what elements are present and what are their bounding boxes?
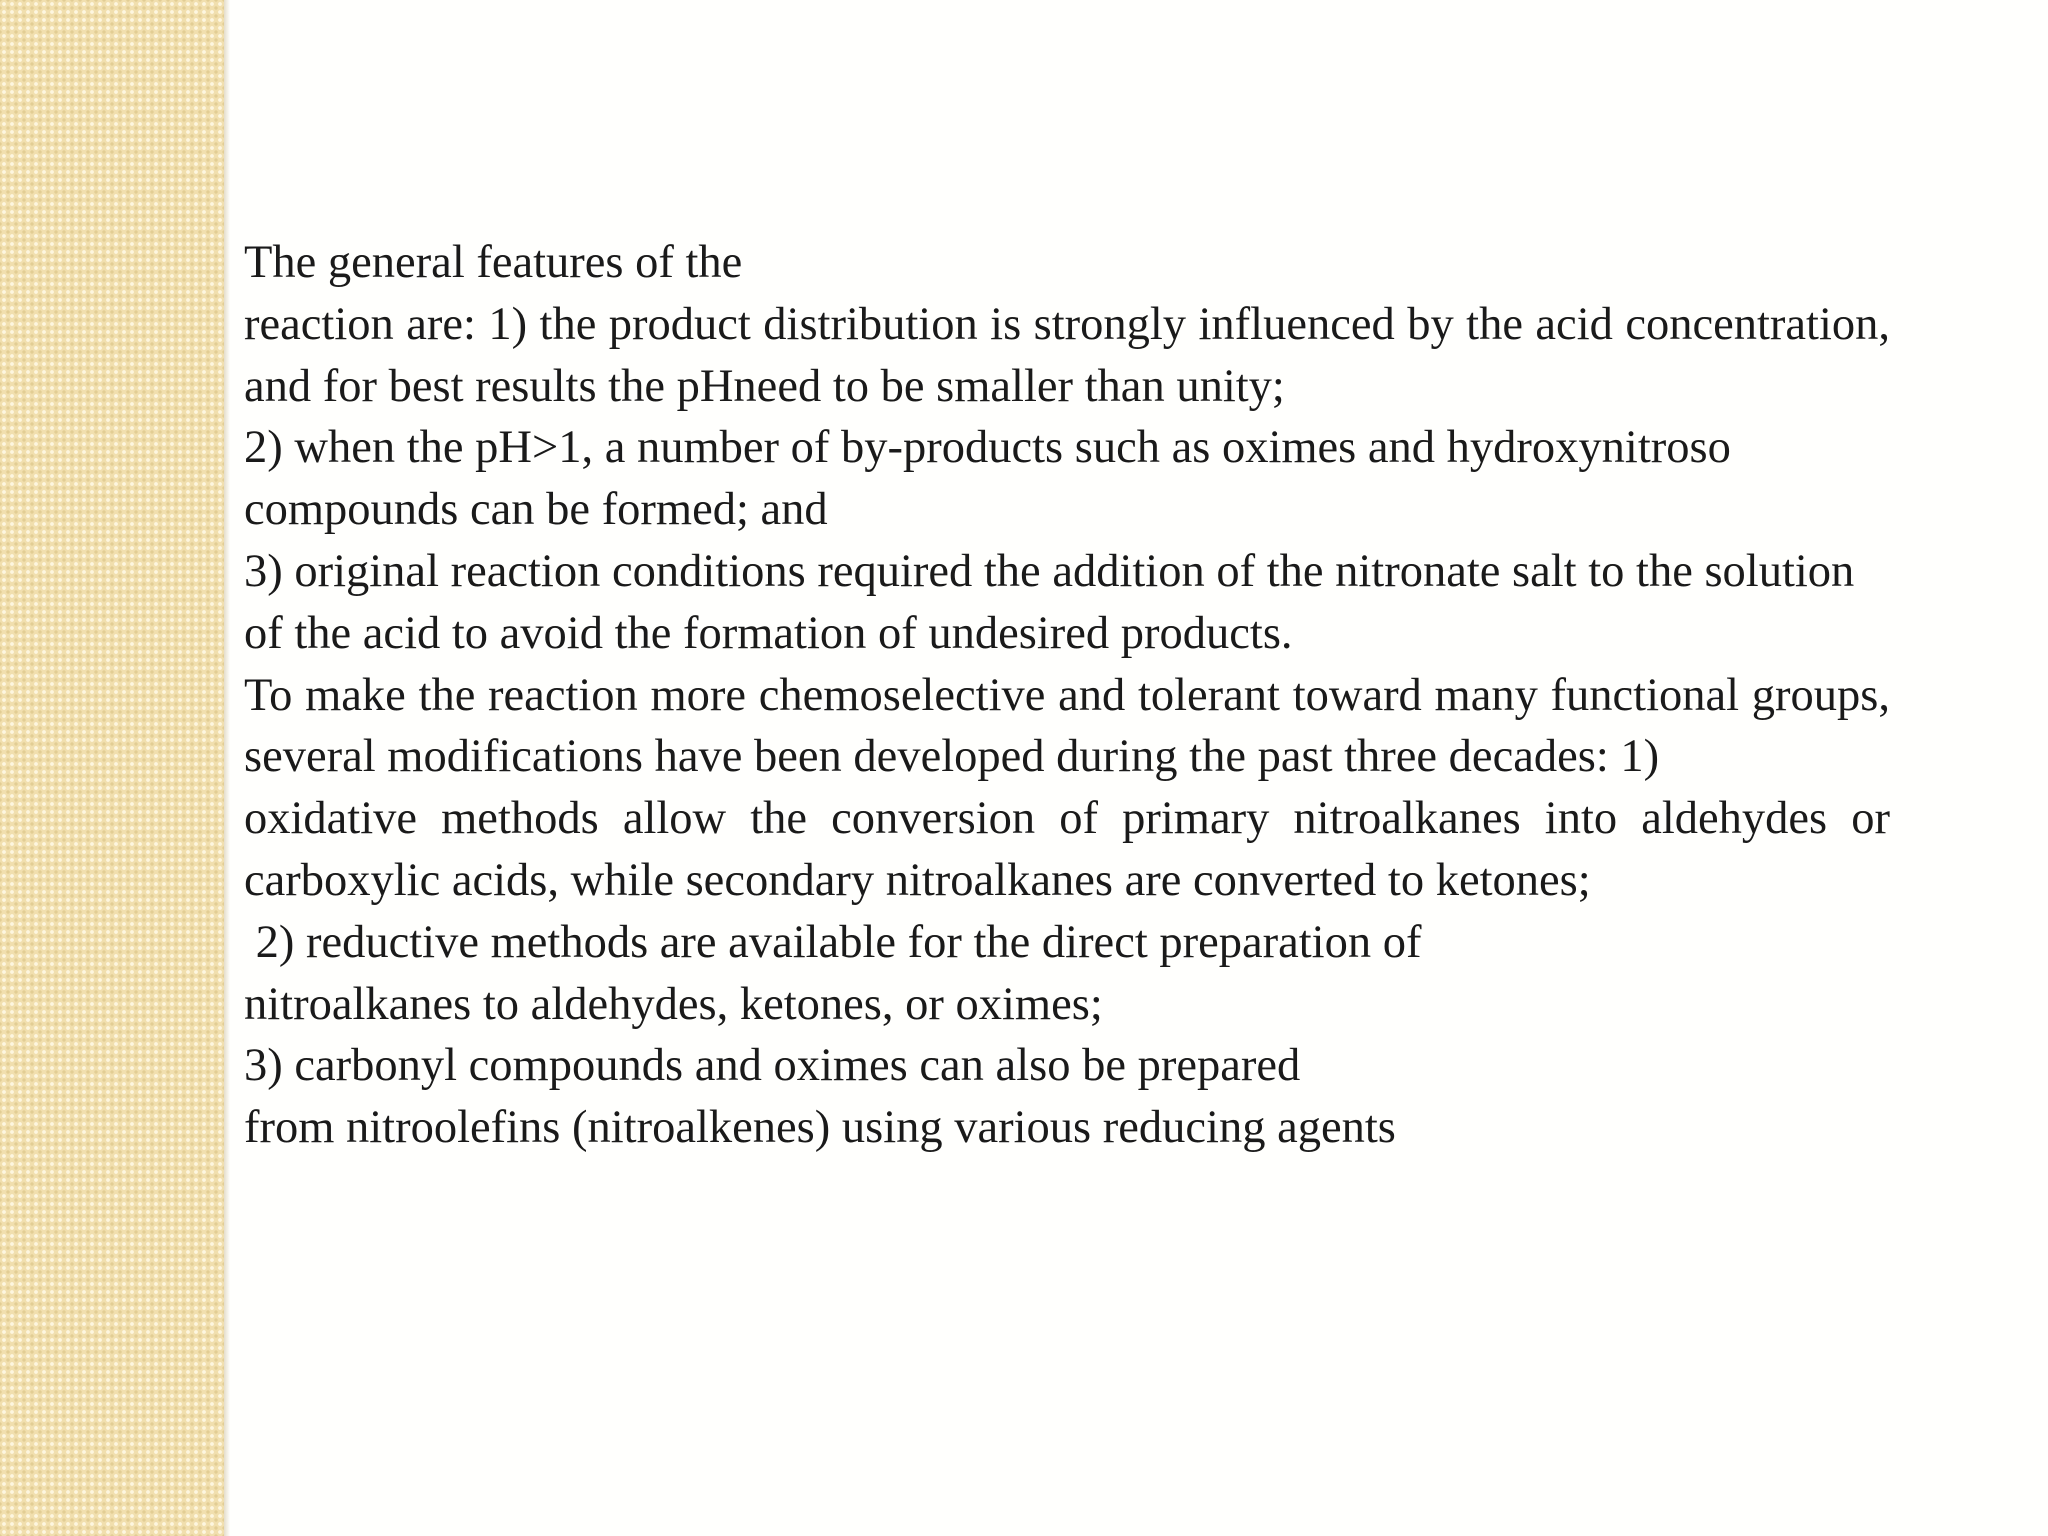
paragraph-line-1: The general features of the: [244, 237, 743, 288]
paragraph-line-3: 2) when the pH>1, a number of by-products such as oximes and hydroxynitroso compounds can be formed; and: [244, 422, 1743, 536]
decorative-side-band: [0, 0, 224, 1536]
paragraph-line-6: oxidative methods allow the conversion of primary nitroalkanes into aldehydes or carboxylic acids, while secondary nitroalkanes are converted to ketones;: [244, 793, 1902, 906]
paragraph-line-4: 3) original reaction conditions required the addition of the nitronate salt to the solution of the acid to avoid the formation of undesired products.: [244, 545, 1866, 659]
paragraph-line-2: reaction are: 1) the product distribution is strongly influenced by the acid concentration, and for best results the pHneed to be smaller than unity;: [244, 298, 1902, 412]
paragraph-line-10: from nitroolefins (nitroalkenes) using various reducing agents: [244, 1102, 1396, 1154]
paragraph-line-5: To make the reaction more chemoselective and tolerant toward many functional groups, several modifications have been developed during the past three decades: 1): [244, 669, 1902, 783]
paragraph-line-7: 2) reductive methods are available for the direct preparation of: [244, 916, 1422, 968]
paragraph-line-8: nitroalkanes to aldehydes, ketones, or oximes;: [244, 978, 1103, 1030]
paragraph-line-9: 3) carbonyl compounds and oximes can also be prepared: [244, 1040, 1301, 1092]
band-edge-shadow: [224, 0, 230, 1536]
slide-body-text: [244, 232, 1902, 1159]
